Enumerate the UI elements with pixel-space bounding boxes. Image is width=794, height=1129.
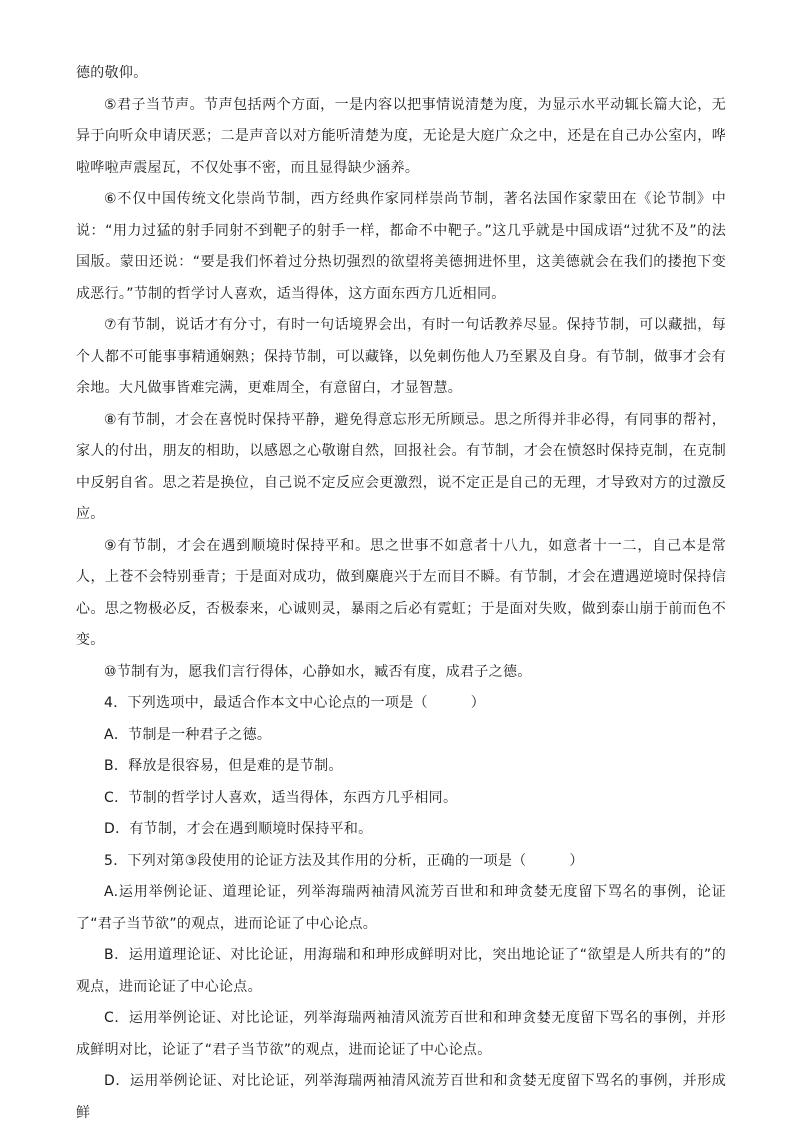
question-5-option-d: D．运用举例论证、对比论证，列举海瑞两袖清风流芳百世和和贪婪无度留下骂名的事例，并形成鲜	[76, 1066, 726, 1129]
question-4-option-b: B．释放是很容易，但是难的是节制。	[76, 751, 726, 783]
question-4-option-d: D．有节制，才会在遇到顺境时保持平和。	[76, 814, 726, 846]
paragraph-5: ⑤君子当节声。节声包括两个方面，一是内容以把事情说清楚为度，为显示水平动辄长篇大论，无异于向听众申请厌恶；二是声音以对方能听清楚为度，无论是大庭广众之中，还是在自己办公室内，哗啦哗啦声震屋瓦，不仅处事不密，而且显得缺少涵养。	[76, 90, 726, 185]
paragraph-7: ⑦有节制，说话才有分寸，有时一句话境界会出，有时一句话教养尽显。保持节制，可以藏拙，每个人都不可能事事精通娴熟；保持节制，可以藏锋，以免刺伤他人乃至累及自身。有节制，做事才会有余地。大凡做事皆难完满，更难周全，有意留白，才显智慧。	[76, 310, 726, 405]
paragraph-6: ⑥不仅中国传统文化崇尚节制，西方经典作家同样崇尚节制，著名法国作家蒙田在《论节制》中说：“用力过猛的射手同射不到靶子的射手一样，都命不中靶子。”这几乎就是中国成语“过犹不及”的法国版。蒙田还说：“要是我们怀着过分热切强烈的欲望将美德拥进怀里，这美德就会在我们的搂抱下变成恶行。”节制的哲学讨人喜欢，适当得体，这方面东西方几近相同。	[76, 184, 726, 310]
paragraph-10: ⑩节制有为，愿我们言行得体，心静如水，臧否有度，成君子之德。	[76, 657, 726, 689]
question-4-stem: 4．下列选项中，最适合作本文中心论点的一项是（ ）	[76, 688, 726, 720]
paragraph-8: ⑧有节制，才会在喜悦时保持平静，避免得意忘形无所顾忌。思之所得并非必得，有同事的帮衬，家人的付出，朋友的相助，以感恩之心敬谢自然，回报社会。有节制，才会在愤怒时保持克制，在克制中反躬自省。思之若是换位，自己说不定反应会更激烈，说不定正是自己的无理，才导致对方的过激反应。	[76, 405, 726, 531]
question-5-stem: 5．下列对第③段使用的论证方法及其作用的分析，正确的一项是（ ）	[76, 846, 726, 878]
question-5-option-b: B．运用道理论证、对比论证，用海瑞和和珅形成鲜明对比，突出地论证了“欲望是人所共有的”的观点，进而论证了中心论点。	[76, 940, 726, 1003]
question-4-option-a: A．节制是一种君子之德。	[76, 720, 726, 752]
question-5-option-a: A.运用举例论证、道理论证，列举海瑞两袖清风流芳百世和和珅贪婪无度留下骂名的事例，论证了“君子当节欲”的观点，进而论证了中心论点。	[76, 877, 726, 940]
question-5-option-c: C．运用举例论证、对比论证，列举海瑞两袖清风流芳百世和和珅贪婪无度留下骂名的事例，并形成鲜明对比，论证了“君子当节欲”的观点，进而论证了中心论点。	[76, 1003, 726, 1066]
paragraph-continuation: 德的敬仰。	[76, 58, 726, 90]
question-4	[76, 688, 726, 846]
question-5	[76, 846, 726, 1129]
paragraph-9: ⑨有节制，才会在遇到顺境时保持平和。思之世事不如意者十八九，如意者十一二，自己本是常人，上苍不会特别垂青；于是面对成功，做到麋鹿兴于左而目不瞬。有节制，才会在遭遇逆境时保持信心。思之物极必反，否极泰来，心诚则灵，暴雨之后必有霓虹；于是面对失败，做到泰山崩于前而色不变。	[76, 531, 726, 657]
document-body	[76, 58, 726, 1129]
question-4-option-c: C．节制的哲学讨人喜欢，适当得体，东西方几乎相同。	[76, 783, 726, 815]
